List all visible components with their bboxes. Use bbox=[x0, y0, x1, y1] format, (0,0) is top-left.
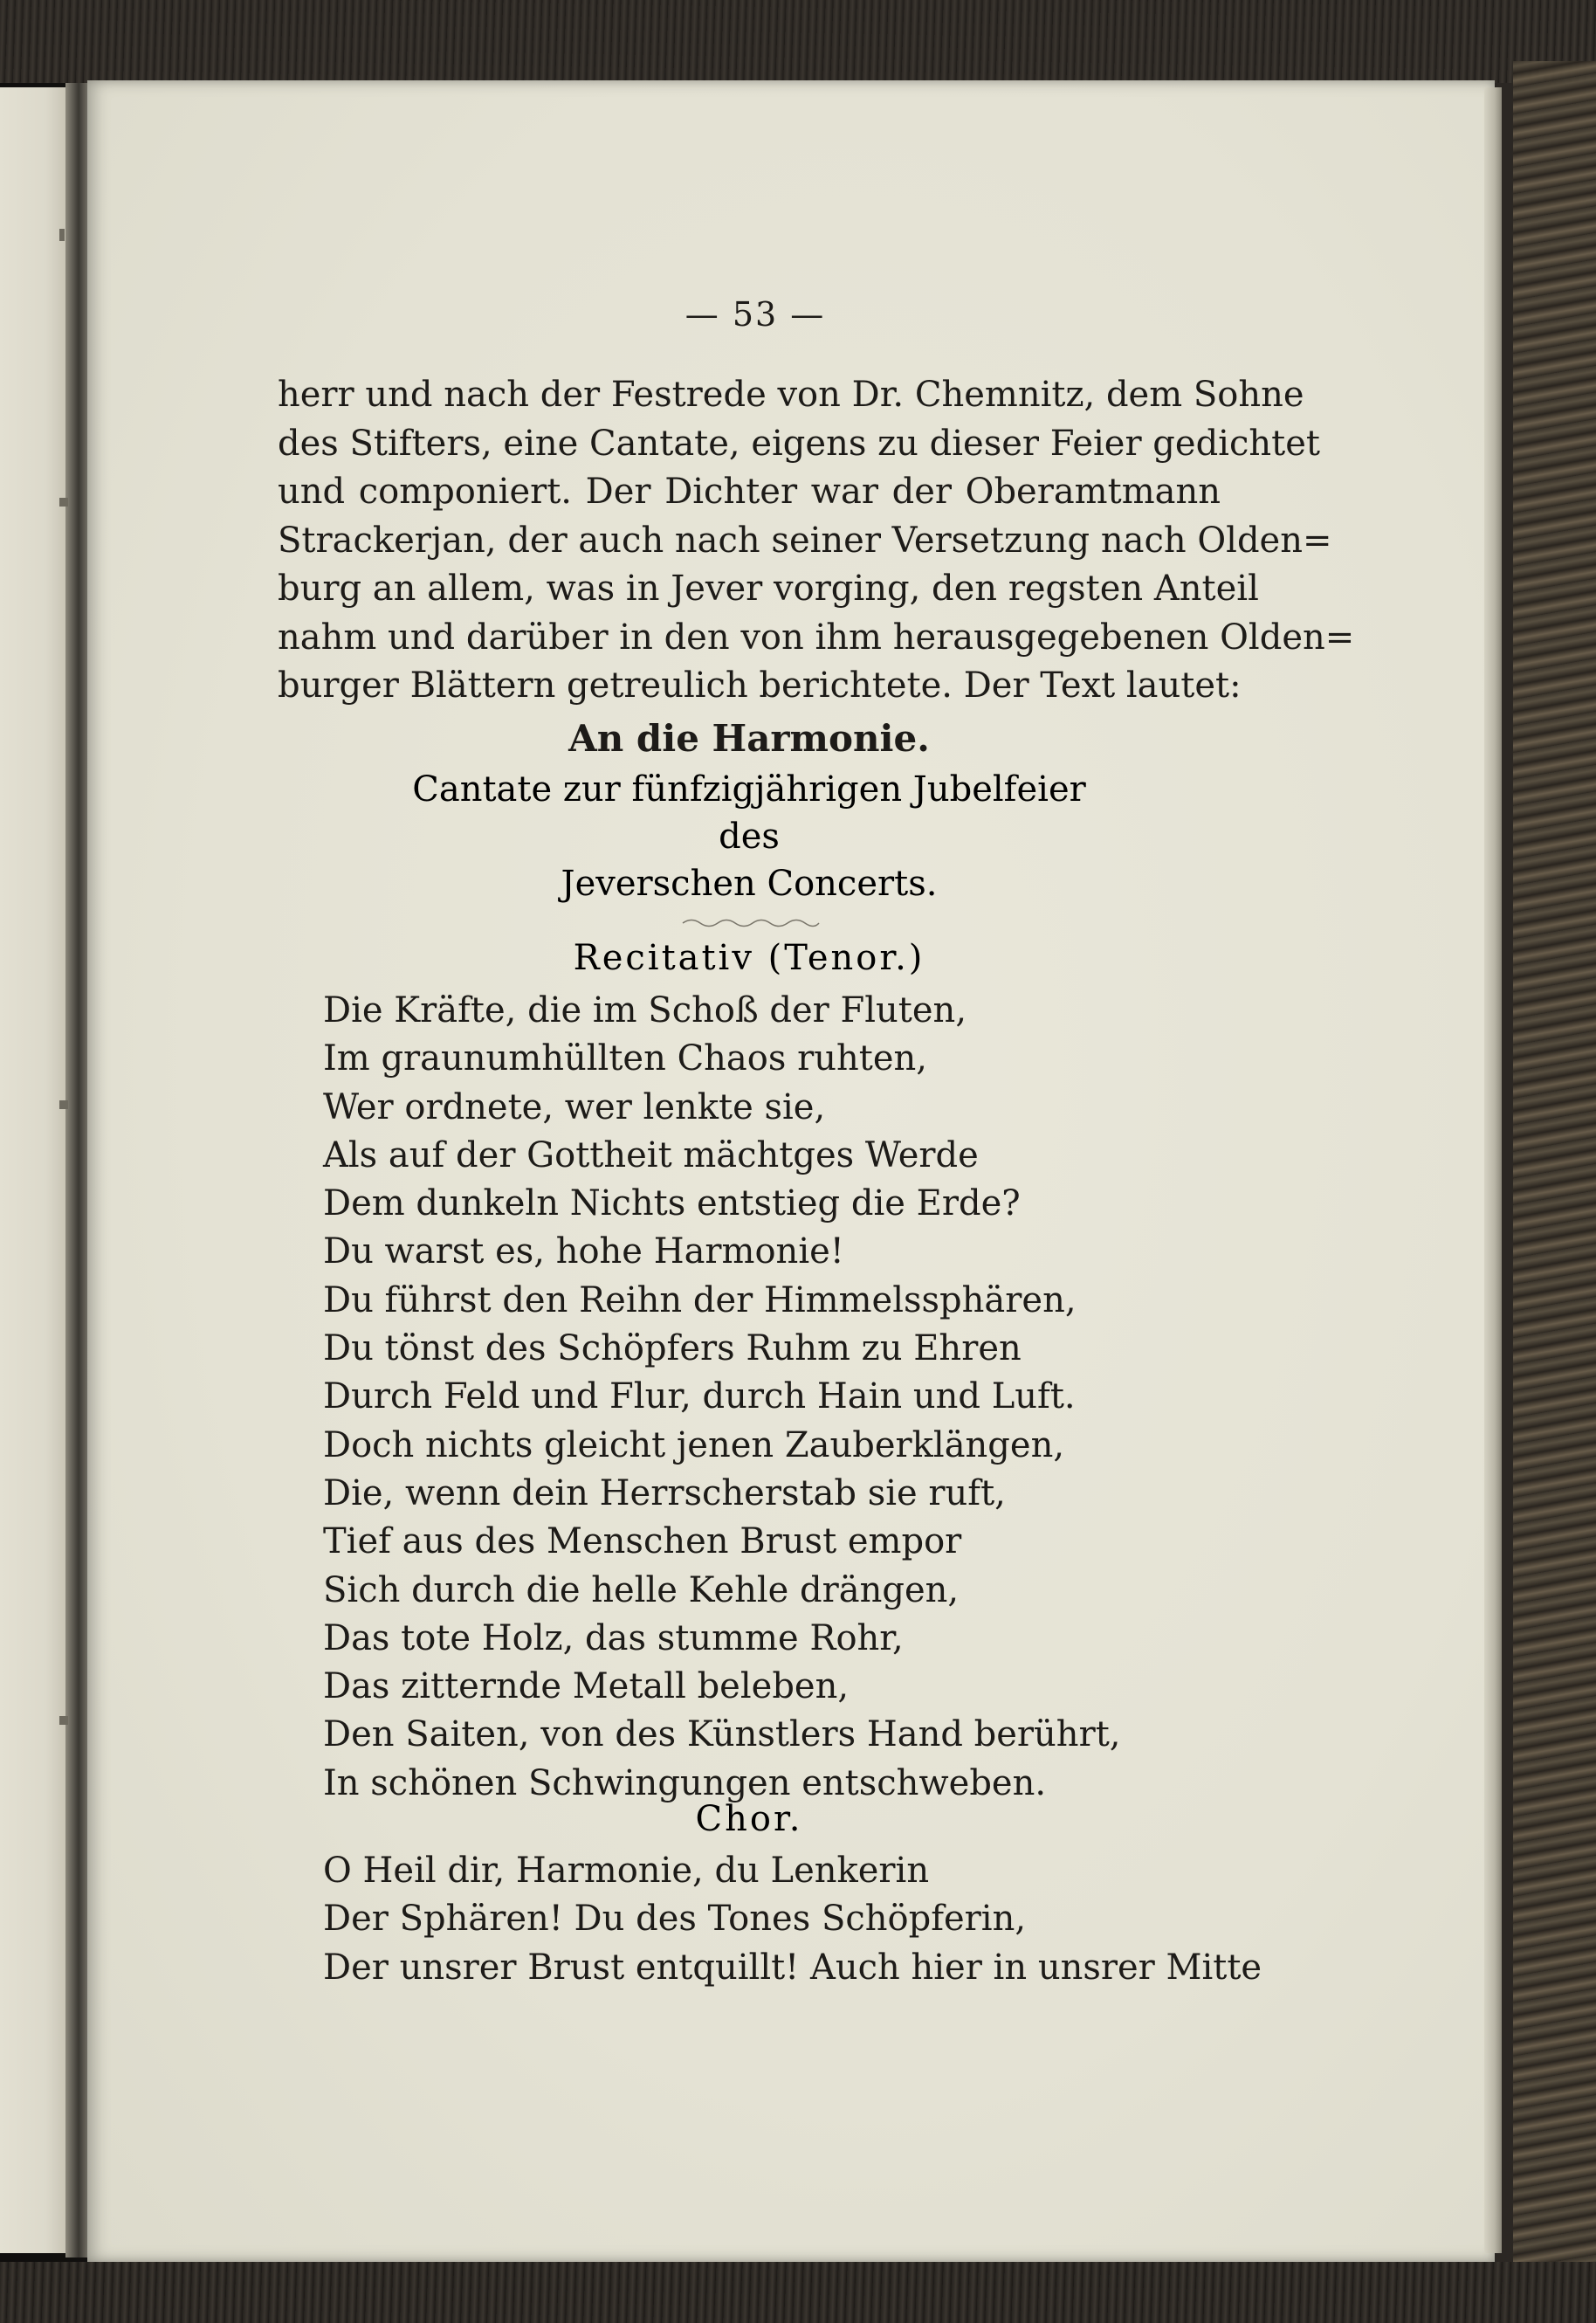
verse-line: Du warst es, hohe Harmonie! bbox=[323, 1231, 844, 1272]
left-page-edge bbox=[0, 87, 65, 2253]
verse-line: Die, wenn dein Herrscherstab sie ruft, bbox=[323, 1472, 1006, 1513]
margin-mark bbox=[59, 1100, 68, 1109]
verse-line: Du führst den Reihn der Himmelssphären, bbox=[323, 1279, 1077, 1320]
paragraph-line: burg an allem, was in Jever vorging, den regsten Anteil bbox=[278, 569, 1259, 609]
marbled-cover-edge bbox=[1513, 61, 1596, 2279]
margin-mark bbox=[59, 1716, 68, 1725]
poem-title: An die Harmonie. bbox=[568, 717, 930, 760]
verse-line: Wer ordnete, wer lenkte sie, bbox=[323, 1086, 826, 1127]
chor-label: Chor. bbox=[695, 1799, 803, 1839]
poem-subtitle-line: Jeverschen Concerts. bbox=[561, 864, 938, 904]
verse-line: Das zitternde Metall beleben, bbox=[323, 1666, 850, 1707]
verse-line: Den Saiten, von des Künstlers Hand berührt, bbox=[323, 1714, 1121, 1755]
page-number: — 53 — bbox=[684, 295, 826, 334]
verse-line: Sich durch die helle Kehle drängen, bbox=[323, 1569, 960, 1610]
verse-line: Das tote Holz, das stumme Rohr, bbox=[323, 1617, 904, 1658]
verse-line: Tief aus des Menschen Brust empor bbox=[323, 1521, 962, 1562]
verse-line: Der unsrer Brust entquillt! Auch hier in unsrer Mitte bbox=[323, 1947, 1262, 1988]
paragraph-line: Strackerjan, der auch nach seiner Versetzung nach Olden= bbox=[278, 520, 1332, 561]
poem-subtitle-line: des bbox=[719, 817, 780, 857]
recitativ-verse bbox=[323, 987, 1240, 1808]
cover-board-bottom bbox=[0, 2262, 1596, 2323]
verse-line: In schönen Schwingungen entschweben. bbox=[323, 1762, 1047, 1803]
body-paragraph bbox=[278, 371, 1355, 711]
recitativ-label: Recitativ (Tenor.) bbox=[573, 938, 925, 978]
verse-line: Durch Feld und Flur, durch Hain und Luft. bbox=[323, 1376, 1076, 1417]
page-fore-edge bbox=[1484, 87, 1502, 2253]
verse-line: Doch nichts gleicht jenen Zauberklängen, bbox=[323, 1424, 1065, 1465]
margin-mark bbox=[59, 498, 68, 507]
verse-line: Die Kräfte, die im Schoß der Fluten, bbox=[323, 990, 967, 1031]
poem-subtitle-line: Cantate zur fünfzigjährigen Jubelfeier bbox=[412, 769, 1086, 810]
paragraph-line: herr und nach der Festrede von Dr. Chemnitz, dem Sohne bbox=[278, 375, 1304, 415]
paragraph-line: des Stifters, eine Cantate, eigens zu dieser Feier gedichtet bbox=[278, 423, 1320, 464]
verse-line: Du tönst des Schöpfers Ruhm zu Ehren bbox=[323, 1328, 1022, 1369]
verse-line: O Heil dir, Harmonie, du Lenkerin bbox=[323, 1851, 930, 1891]
verse-line: Der Sphären! Du des Tones Schöpferin, bbox=[323, 1899, 1027, 1940]
paragraph-line: burger Blättern getreulich berichtete. Der Text lautet: bbox=[278, 665, 1242, 706]
verse-line: Als auf der Gottheit mächtges Werde bbox=[323, 1134, 979, 1175]
wavy-divider bbox=[681, 917, 821, 929]
paragraph-line: nahm und darüber in den von ihm herausgegebenen Olden= bbox=[278, 617, 1355, 658]
verse-line: Dem dunkeln Nichts entstieg die Erde? bbox=[323, 1183, 1021, 1224]
margin-mark bbox=[59, 229, 65, 241]
cover-board-top bbox=[0, 0, 1596, 83]
chor-verse bbox=[323, 1847, 1262, 1992]
verse-line: Im graunumhüllten Chaos ruhten, bbox=[323, 1038, 927, 1079]
paragraph-line: und componiert. Der Dichter war der Oberamtmann bbox=[278, 472, 1221, 512]
